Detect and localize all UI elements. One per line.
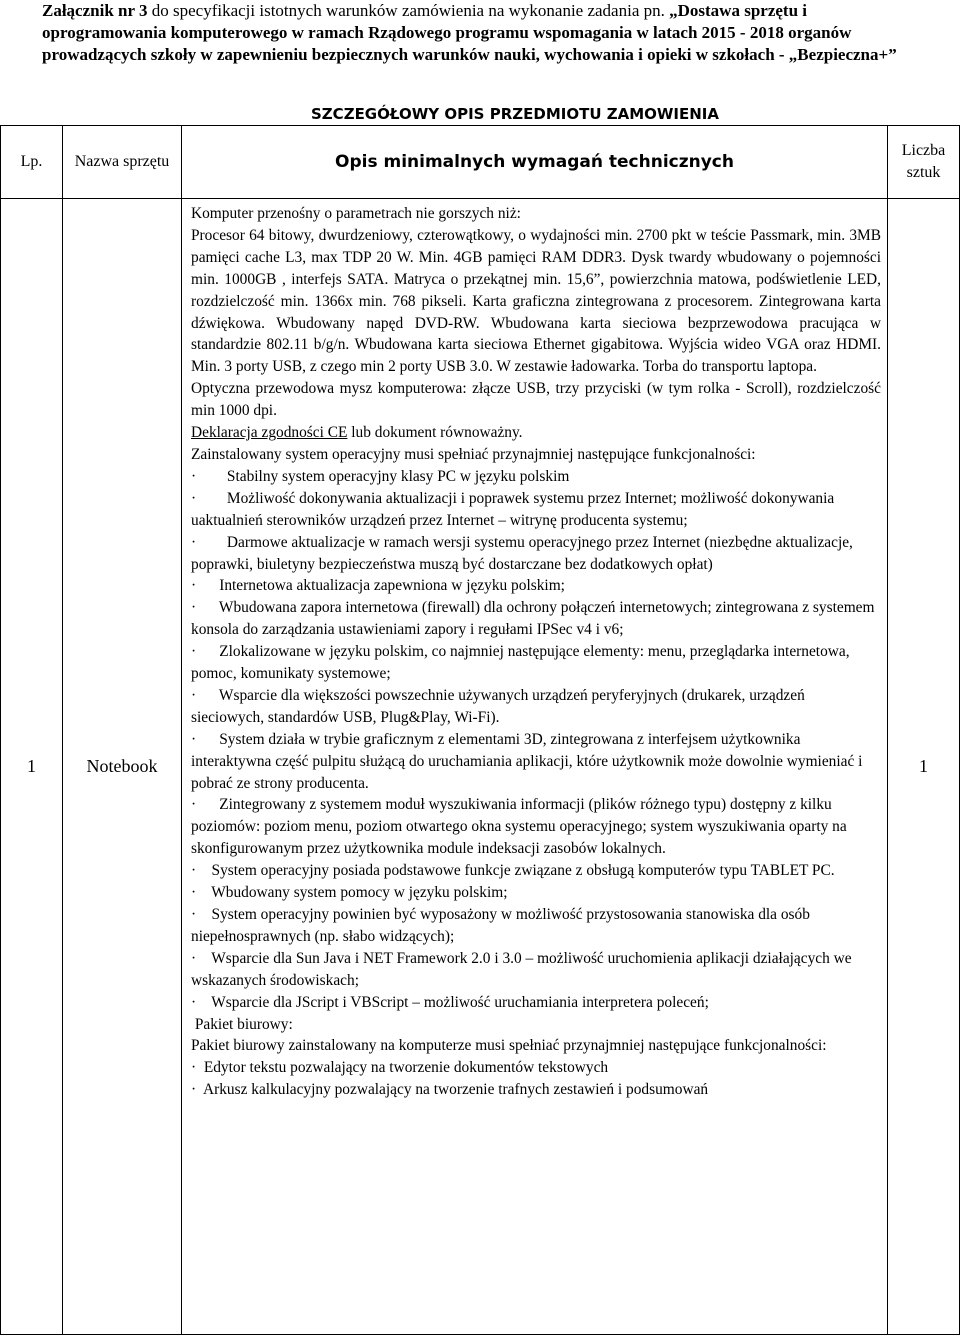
list-item: · Wbudowana zapora internetowa (firewall) dla ochrony połączeń internetowych; zintegrowana z systemem konsola do zarządzania ustawieniami zapory i regułami IPSec v4 i v6; bbox=[191, 599, 879, 639]
table-header-row bbox=[1, 126, 960, 199]
section-title: SZCZEGÓŁOWY OPIS PRZEDMIOTU ZAMOWIENIA bbox=[311, 105, 719, 123]
row-lp: 1 bbox=[1, 199, 63, 1335]
heading-label: Załącznik nr 3 bbox=[42, 1, 148, 20]
office-intro: Pakiet biurowy zainstalowany na komputerze musi spełniać przynajmniej następujące funkcjonalności: bbox=[191, 1037, 827, 1055]
office-feature-list bbox=[191, 1057, 881, 1101]
table-row bbox=[1, 199, 960, 1335]
list-item: · System działa w trybie graficznym z elementami 3D, zintegrowana z interfejsem użytkownika interaktywna część pulpitu służącą do uruchamiania aplikacji, które użytkownik może dowolnie wymieniać i pobrać ze strony producenta. bbox=[191, 730, 867, 792]
list-item: · System operacyjny powinien być wyposażony w możliwość przystosowania stanowiska dla osób niepełnosprawnych (np. słabo widzących); bbox=[191, 906, 814, 945]
processor-spec: Procesor 64 bitowy, dwurdzeniowy, czterowątkowy, o wydajności min. 2700 pkt w teście Passmark, min. 3MB pamięci cache L3, max TDP 20 W. Min. 4GB pamięci RAM DDR3. Dysk twardy wbudowany o pojemności min. 1000GB , interfejs SATA. Matryca o przekątnej min. 15,6”, powierzchnia matowa, podświetlenie LED, rozdzielczość min. 1366x min. 768 pikseli. Karta graficzna zintegrowana z procesorem. Zintegrowana karta dźwiękowa. Wbudowany napęd DVD-RW. Wbudowana karta sieciowa bezprzewodowa pracująca w standardzie 802.11 b/g/n. Wbudowana karta sieciowa Ethernet gigabitowa. Wyjścia wideo VGA oraz HDMI. Min. 3 porty USB, z czego min 2 porty USB 3.0. W zestawie ładowarka. Torba do transportu laptopa. bbox=[191, 226, 881, 376]
description-intro: Komputer przenośny o parametrach nie gorszych niż: bbox=[191, 205, 521, 222]
declaration-line bbox=[191, 422, 881, 444]
header-name: Nazwa sprzętu bbox=[63, 126, 182, 199]
heading-intro: do specyfikacji istotnych warunków zamówienia na wykonanie zadania pn. bbox=[147, 1, 670, 20]
row-description bbox=[182, 199, 888, 1335]
os-intro: Zainstalowany system operacyjny musi spełniać przynajmniej następujące funkcjonalności: bbox=[191, 445, 756, 463]
row-name: Notebook bbox=[63, 199, 182, 1335]
list-item: · Arkusz kalkulacyjny pozwalający na tworzenie trafnych zestawień i podsumowań bbox=[191, 1081, 709, 1099]
list-item: · Darmowe aktualizacje w ramach wersji systemu operacyjnego przez Internet (niezbędne aktualizacje, poprawki, biuletyny bezpieczeństwa muszą być dostarczane bez dodatkowych opłat) bbox=[191, 533, 857, 573]
spec-table bbox=[0, 125, 960, 1335]
list-item: · Internetowa aktualizacja zapewniona w języku polskim; bbox=[191, 577, 565, 595]
list-item: · System operacyjny posiada podstawowe funkcje związane z obsługą komputerów typu TABLET PC. bbox=[191, 862, 835, 880]
list-item: · Edytor tekstu pozwalający na tworzenie dokumentów tekstowych bbox=[191, 1059, 609, 1077]
row-quantity: 1 bbox=[888, 199, 960, 1335]
list-item: · Wsparcie dla Sun Java i NET Framework 2.0 i 3.0 – możliwość uruchomienia aplikacji działających we wskazanych środowiskach; bbox=[191, 949, 856, 989]
header-description: Opis minimalnych wymagań technicznych bbox=[182, 126, 888, 199]
list-item: · Zlokalizowane w języku polskim, co najmniej następujące elementy: menu, przeglądarka internetowa, pomoc, komunikaty systemowe; bbox=[191, 643, 854, 683]
list-item: · Zintegrowany z systemem moduł wyszukiwania informacji (plików różnego typu) dostępny z kilku poziomów: poziom menu, poziom otwartego okna systemu operacyjnego; system wyszukiwania oparty na skonfigurowanym przez użytkownika module indeksacji zasobów lokalnych. bbox=[191, 796, 851, 858]
header-lp: Lp. bbox=[1, 126, 63, 199]
list-item: · Stabilny system operacyjny klasy PC w języku polskim bbox=[191, 467, 570, 485]
list-item: · Wsparcie dla większości powszechnie używanych urządzeń peryferyjnych (drukarek, urządzeń sieciowych, standardów USB, Plug&Play, Wi-Fi). bbox=[191, 686, 809, 726]
mouse-spec: Optyczna przewodowa mysz komputerowa: złącze USB, trzy przyciski (w tym rolka - Scroll), rozdzielczość min 1000 dpi. bbox=[191, 380, 881, 420]
header-quantity: Liczba sztuk bbox=[888, 126, 960, 199]
office-label: Pakiet biurowy: bbox=[191, 1015, 293, 1033]
list-item: · Możliwość dokonywania aktualizacji i poprawek systemu przez Internet; możliwość dokonywania uaktualnień sterowników urządzeń przez Internet – witrynę producenta systemu; bbox=[191, 489, 839, 529]
heading-title: „Dostawa sprzętu i oprogramowania komputerowego w ramach Rządowego programu wspomagania w latach 2015 - 2018 organów prowadzących szkoły w zapewnieniu bezpiecznych warunków nauki, wychowania i opieki w szkołach - „Bezpieczna+” bbox=[42, 1, 897, 64]
list-item: · Wsparcie dla JScript i VBScript – możliwość uruchamiania interpretera poleceń; bbox=[191, 993, 709, 1011]
declaration-underlined: Deklaracja zgodności CE bbox=[191, 424, 348, 442]
document-heading bbox=[42, 0, 922, 66]
list-item: · Wbudowany system pomocy w języku polskim; bbox=[191, 884, 508, 902]
os-feature-list bbox=[191, 466, 881, 1014]
declaration-rest: lub dokument równoważny. bbox=[347, 424, 523, 442]
